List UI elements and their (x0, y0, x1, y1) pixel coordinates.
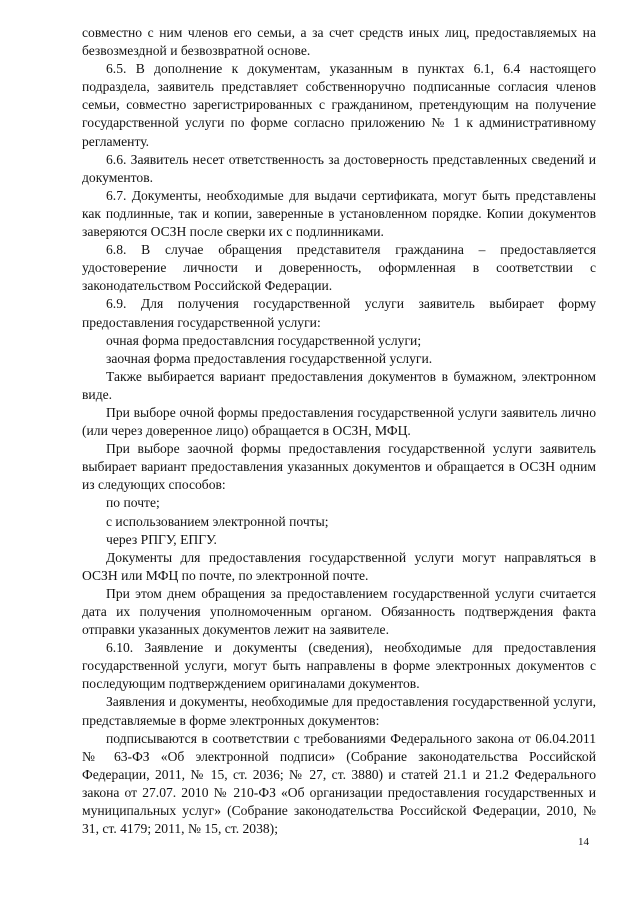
paragraph: 6.9. Для получения государственной услуги заявитель выбирает форму предоставления государственной услуги: (82, 296, 596, 330)
document-body (82, 24, 596, 838)
paragraph: Также выбирается вариант предоставления документов в бумажном, электронном виде. (82, 368, 596, 402)
paragraph: 6.8. В случае обращения представителя гражданина – предоставляется удостоверение личности и доверенность, оформленная в соответствии с законодательством Российской Федерации. (82, 242, 596, 294)
paragraph: При выборе очной формы предоставления государственной услуги заявитель лично (или через доверенное лицо) обращается в ОСЗН, МФЦ. (82, 404, 596, 439)
list-item: по почте; (106, 495, 160, 511)
paragraph: 6.5. В дополнение к документам, указанным в пунктах 6.1, 6.4 настоящего подраздела, заявитель представляет собственноручно подписанные согласия членов семьи, совместно зарегистрированных с гражданином, претендующим на получение государственной услуги по форме согласно приложению № 1 к административному регламенту. (82, 61, 596, 149)
paragraph: Документы для предоставления государственной услуги могут направляться в ОСЗН или МФЦ по почте, по электронной почте. (82, 549, 596, 583)
list-item: с использованием электронной почты; (106, 513, 329, 529)
paragraph: 6.7. Документы, необходимые для выдачи сертификата, могут быть представлены как подлинные, так и копии, заверенные в установленном порядке. Копии документов заверяются ОСЗН после сверки их с подлинниками. (82, 187, 596, 240)
list-item: через РПГУ, ЕПГУ. (106, 531, 217, 547)
paragraph: Заявления и документы, необходимые для предоставления государственной услуги, представляемые в форме электронных документов: (82, 694, 596, 728)
paragraph: совместно с ним членов его семьи, а за счет средств иных лиц, предоставляемых на безвозмездной и безвозвратной основе. (82, 25, 596, 59)
list-item: заочная форма предоставления государственной услуги. (106, 350, 433, 366)
paragraph: 6.6. Заявитель несет ответственность за достоверность представленных сведений и документов. (82, 151, 596, 185)
page-number: 14 (578, 836, 589, 848)
paragraph: При этом днем обращения за предоставлением государственной услуги считается дата их получения уполномоченным органом. Обязанность подтверждения факта отправки указанных документов лежит на заявителе. (82, 585, 596, 638)
paragraph: При выборе заочной формы предоставления государственной услуги заявитель выбирает вариант предоставления указанных документов и обращается в ОСЗН одним из следующих способов: (82, 441, 596, 493)
paragraph: 6.10. Заявление и документы (сведения), необходимые для предоставления государственной услуги, могут быть направлены в форме электронных документов с последующим подтверждением оригиналами документов. (82, 640, 596, 692)
list-item: очная форма предоставлсния государственной услуги; (106, 332, 422, 348)
paragraph: подписываются в соответствии с требованиями Федерального закона от 06.04.2011 № 63-ФЗ «Об электронной подписи» (Собрание законодательства Российской Федерации, 2011, № 15, ст. 2036; № 27, ст. 3880) и статей 21.1 и 21.2 Федерального закона от 27.07. 2010 № 210-ФЗ «Об организации предоставления государственных и муниципальных услуг» (Собрание законодательства Российской Федерации, 2010, № 31, ст. 4179; 2011, № 15, ст. 2038); (82, 730, 596, 837)
